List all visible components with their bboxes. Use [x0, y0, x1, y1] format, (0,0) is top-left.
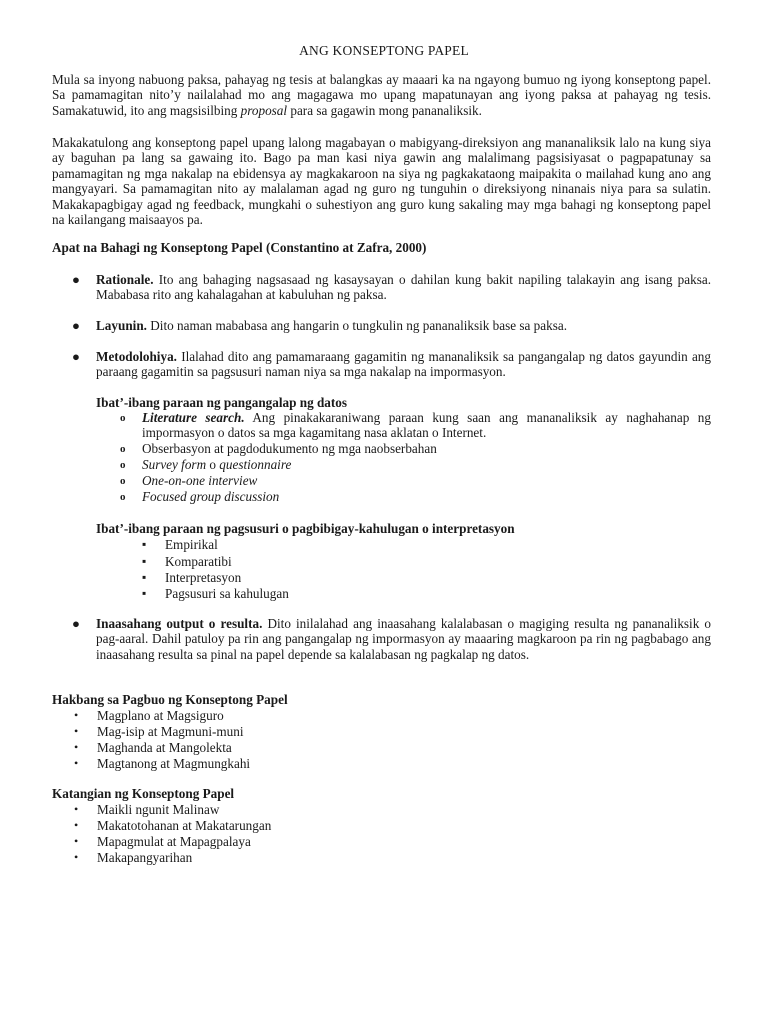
square-bullet-icon: ▪	[142, 537, 147, 551]
katangian-item: Makatotohanan at Makatarungan	[97, 818, 272, 833]
square-bullet-icon: ▪	[142, 570, 147, 584]
bullet-icon: •	[74, 756, 79, 770]
bahagi-item-output: Inaasahang output o resulta. Dito inilalahad ang inaasahang kalalabasan o magiging resulta ng pananaliksik o pag-aaral. Dahil patuloy pa rin ang pangangalap ng impormasyon ay maaaring magkaroon pa rin ng pagbabago ang inaasahang resulta sa pinal na papel depende sa kalalabasan ng pagkalap ng datos.	[96, 616, 711, 662]
bahagi-item-metodolohiya: Metodolohiya. Ilalahad dito ang pamamaraang gagamitin ng mananaliksik sa pangangalap ng datos gayundin ang paraang gagamitin sa pagsusuri naman niya sa mga nakalap na impormasyon.	[96, 349, 711, 380]
hakbang-item: Magtanong at Magmungkahi	[97, 756, 251, 771]
katangian-item: Maikli ngunit Malinaw	[97, 802, 220, 817]
pangangalap-item-obserbasyon: Obserbasyon at pagdodukumento ng mga naobserbahan	[142, 441, 437, 456]
square-bullet-icon: ▪	[142, 586, 147, 600]
pangangalap-item-literature: Literature search. Ang pinakakaraniwang paraan kung saan ang mananaliksik ay naghahanap ng impormasyon o datos sa mga kagamitang nasa aklatan o Internet.	[142, 410, 711, 441]
pagsusuri-item: Interpretasyon	[165, 570, 242, 585]
intro-paragraph-1: Mula sa inyong nabuong paksa, pahayag ng tesis at balangkas ay maaari ka na ngayong bumuo ng iyong konseptong papel. Sa pamamagitan nito’y nailalahad mo ang magagawa mo upang mapatunayan ang iyong paksa at pahayag ng tesis. Samakatuwid, ito ang magsisilbing proposal para sa gagawin mong pananaliksik.	[52, 72, 711, 118]
o-bullet-icon: o	[120, 459, 126, 471]
hakbang-item: Mag-isip at Magmuni-muni	[97, 724, 244, 739]
hakbang-item: Maghanda at Mangolekta	[97, 740, 232, 755]
pagsusuri-item: Empirikal	[165, 537, 218, 552]
pagsusuri-heading: Ibat’-ibang paraan ng pagsusuri o pagbibigay-kahulugan o interpretasyon	[96, 521, 515, 536]
pagsusuri-item: Komparatibi	[165, 554, 232, 569]
intro-paragraph-2: Makakatulong ang konseptong papel upang lalong magabayan o mabigyang-direksiyon ang mananaliksik lalo na kung siya ay baguhan pa lang sa gawaing ito. Bago pa man kasi niya gawin ang malalimang pagsisiyasat o pagpapatunay sa pamamagitan ng mga nakalap na ebidensya ay magkakaroon na siya ng pagkakataong maipakita o mailahad kung ano ang mangyayari. Sa pamamagitan nito ay malalaman agad ng guro ng tunguhin o direksiyong ninanais niya para sa sulatin. Makakapagbigay agad ng feedback, mungkahi o suhestiyon ang guro kung sakaling may mga bahagi ng konseptong papel na kailangang maisaayos pa.	[52, 135, 711, 228]
pangangalap-item-survey: Survey form o questionnaire	[142, 457, 292, 472]
bullet-icon: •	[74, 818, 79, 832]
o-bullet-icon: o	[120, 443, 126, 455]
bullet-icon: ●	[72, 318, 80, 333]
katangian-item: Makapangyarihan	[97, 850, 193, 865]
o-bullet-icon: o	[120, 491, 126, 503]
square-bullet-icon: ▪	[142, 554, 147, 568]
bahagi-item-layunin: Layunin. Dito naman mababasa ang hangarin o tungkulin ng pananaliksik base sa paksa.	[96, 318, 568, 333]
hakbang-item: Magplano at Magsiguro	[97, 708, 224, 723]
bullet-icon: •	[74, 802, 79, 816]
o-bullet-icon: o	[120, 475, 126, 487]
bullet-icon: •	[74, 834, 79, 848]
bullet-icon: •	[74, 740, 79, 754]
bullet-icon: •	[74, 850, 79, 864]
section-heading-bahagi: Apat na Bahagi ng Konseptong Papel (Constantino at Zafra, 2000)	[52, 240, 427, 255]
bullet-icon: ●	[72, 272, 80, 287]
bullet-icon: •	[74, 708, 79, 722]
pangangalap-heading: Ibat’-ibang paraan ng pangangalap ng datos	[96, 395, 348, 410]
o-bullet-icon: o	[120, 412, 126, 424]
bullet-icon: •	[74, 724, 79, 738]
pagsusuri-item: Pagsusuri sa kahulugan	[165, 586, 289, 601]
katangian-item: Mapagmulat at Mapagpalaya	[97, 834, 251, 849]
bullet-icon: ●	[72, 616, 80, 631]
section-heading-hakbang: Hakbang sa Pagbuo ng Konseptong Papel	[52, 692, 288, 707]
bullet-icon: ●	[72, 349, 80, 364]
document-title: ANG KONSEPTONG PAPEL	[299, 43, 469, 58]
pangangalap-item-interview: One-on-one interview	[142, 473, 258, 488]
section-heading-katangian: Katangian ng Konseptong Papel	[52, 786, 235, 801]
bahagi-item-rationale: Rationale. Ito ang bahaging nagsasaad ng kasaysayan o dahilan kung bakit napiling talakayin ang isang paksa. Mababasa rito ang kahalagahan at kabuluhan ng paksa.	[96, 272, 711, 303]
pangangalap-item-fgd: Focused group discussion	[142, 489, 280, 504]
